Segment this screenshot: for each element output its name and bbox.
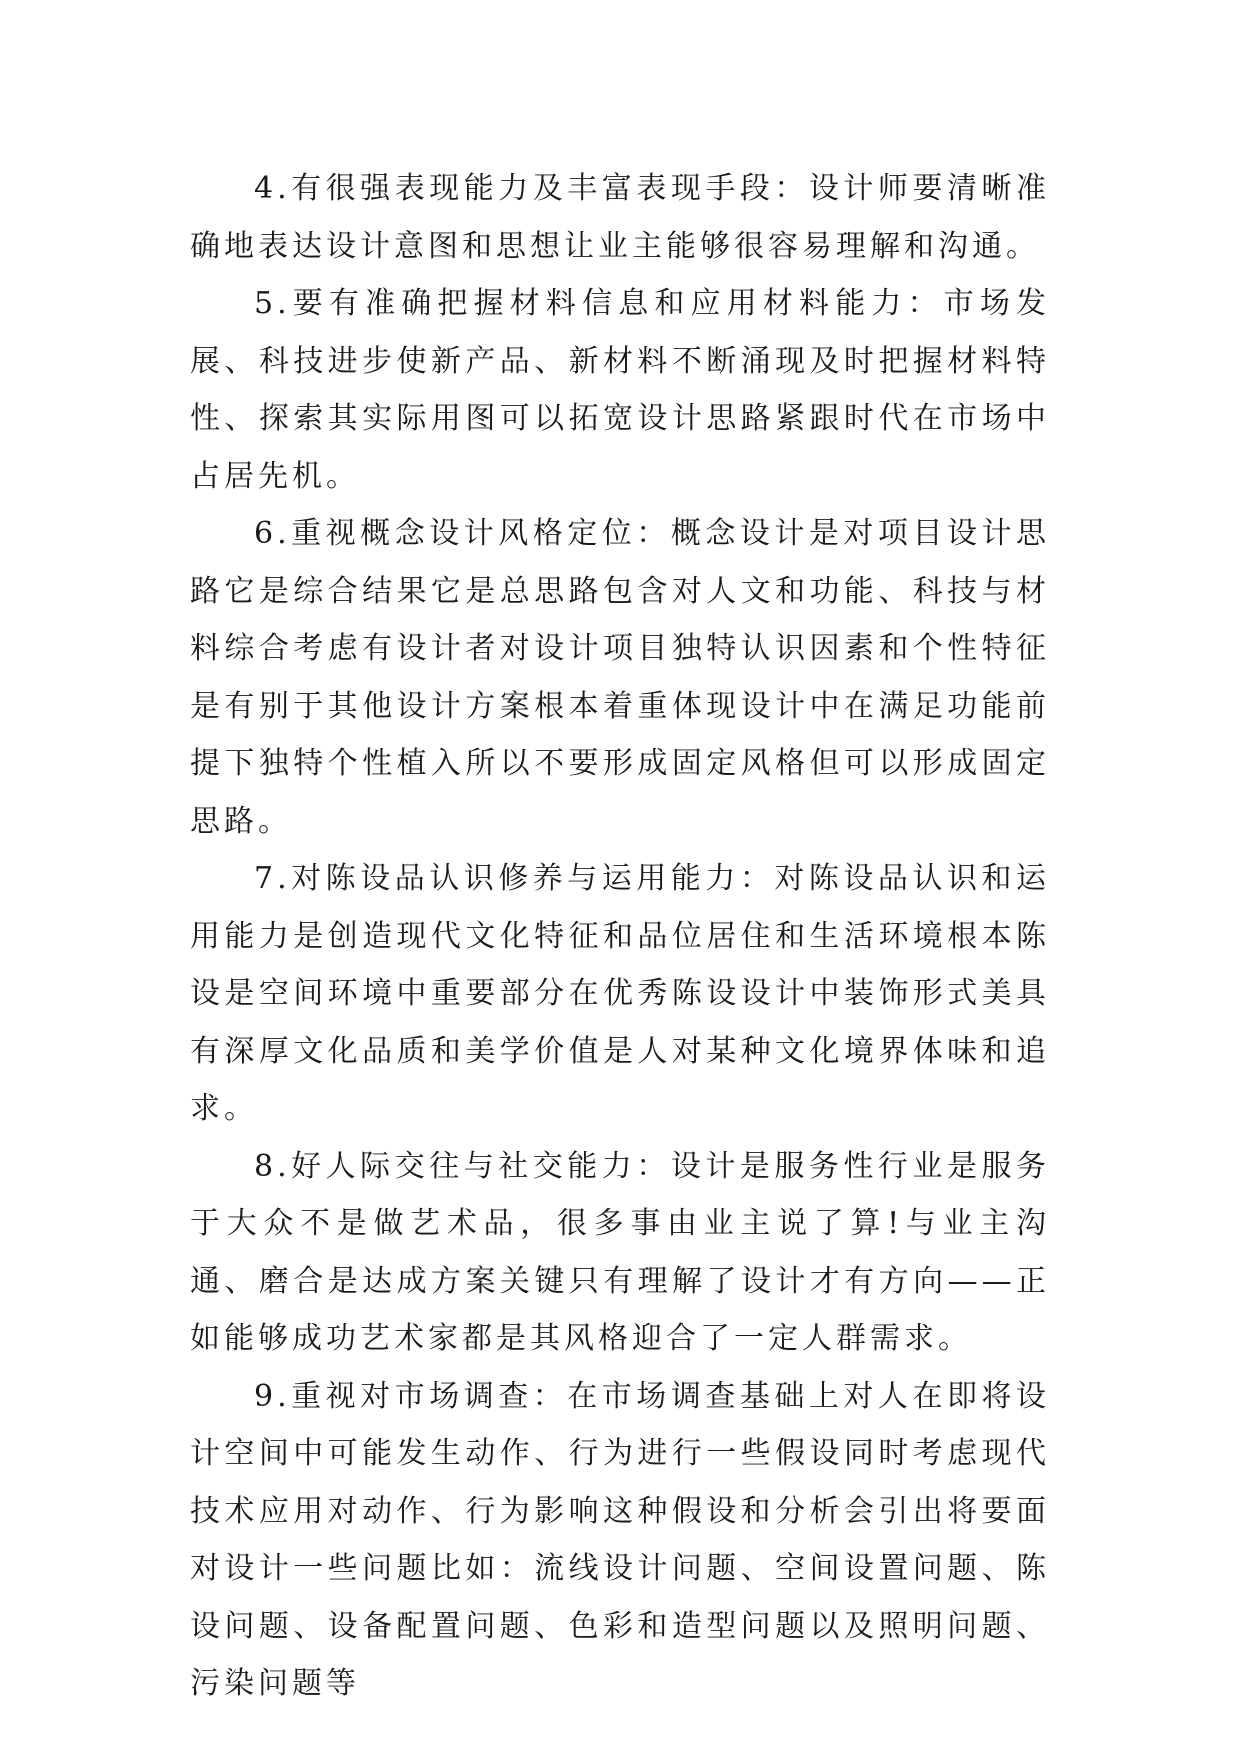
paragraph-item-9: 9.重视对市场调查：在市场调查基础上对人在即将设计空间中可能发生动作、行为进行一些假设同时考虑现代技术应用对动作、行为影响这种假设和分析会引出将要面对设计一些问题比如：流线设计问题、空间设置问题、陈设问题、设备配置问题、色彩和造型问题以及照明问题、污染问题等 <box>190 1378 1050 1701</box>
paragraph-item-6: 6.重视概念设计风格定位：概念设计是对项目设计思路它是综合结果它是总思路包含对人文和功能、科技与材料综合考虑有设计者对设计项目独特认识因素和个性特征是有别于其他设计方案根本着重体现设计中在满足功能前提下独特个性植入所以不要形成固定风格但可以形成固定思路。 <box>190 516 1050 839</box>
paragraph-item-4: 4.有很强表现能力及丰富表现手段：设计师要清晰准确地表达设计意图和思想让业主能够很容易理解和沟通。 <box>190 171 1050 264</box>
document-body <box>190 160 1050 1713</box>
paragraph-item-5: 5.要有准确把握材料信息和应用材料能力：市场发展、科技进步使新产品、新材料不断涌现及时把握材料特性、探索其实际用图可以拓宽设计思路紧跟时代在市场中占居先机。 <box>190 286 1050 494</box>
paragraph-item-8: 8.好人际交往与社交能力：设计是服务性行业是服务于大众不是做艺术品，很多事由业主说了算!与业主沟通、磨合是达成方案关键只有理解了设计才有方向——正如能够成功艺术家都是其风格迎合了一定人群需求。 <box>190 1148 1050 1356</box>
paragraph-item-7: 7.对陈设品认识修养与运用能力：对陈设品认识和运用能力是创造现代文化特征和品位居住和生活环境根本陈设是空间环境中重要部分在优秀陈设设计中装饰形式美具有深厚文化品质和美学价值是人对某种文化境界体味和追求。 <box>190 861 1050 1126</box>
